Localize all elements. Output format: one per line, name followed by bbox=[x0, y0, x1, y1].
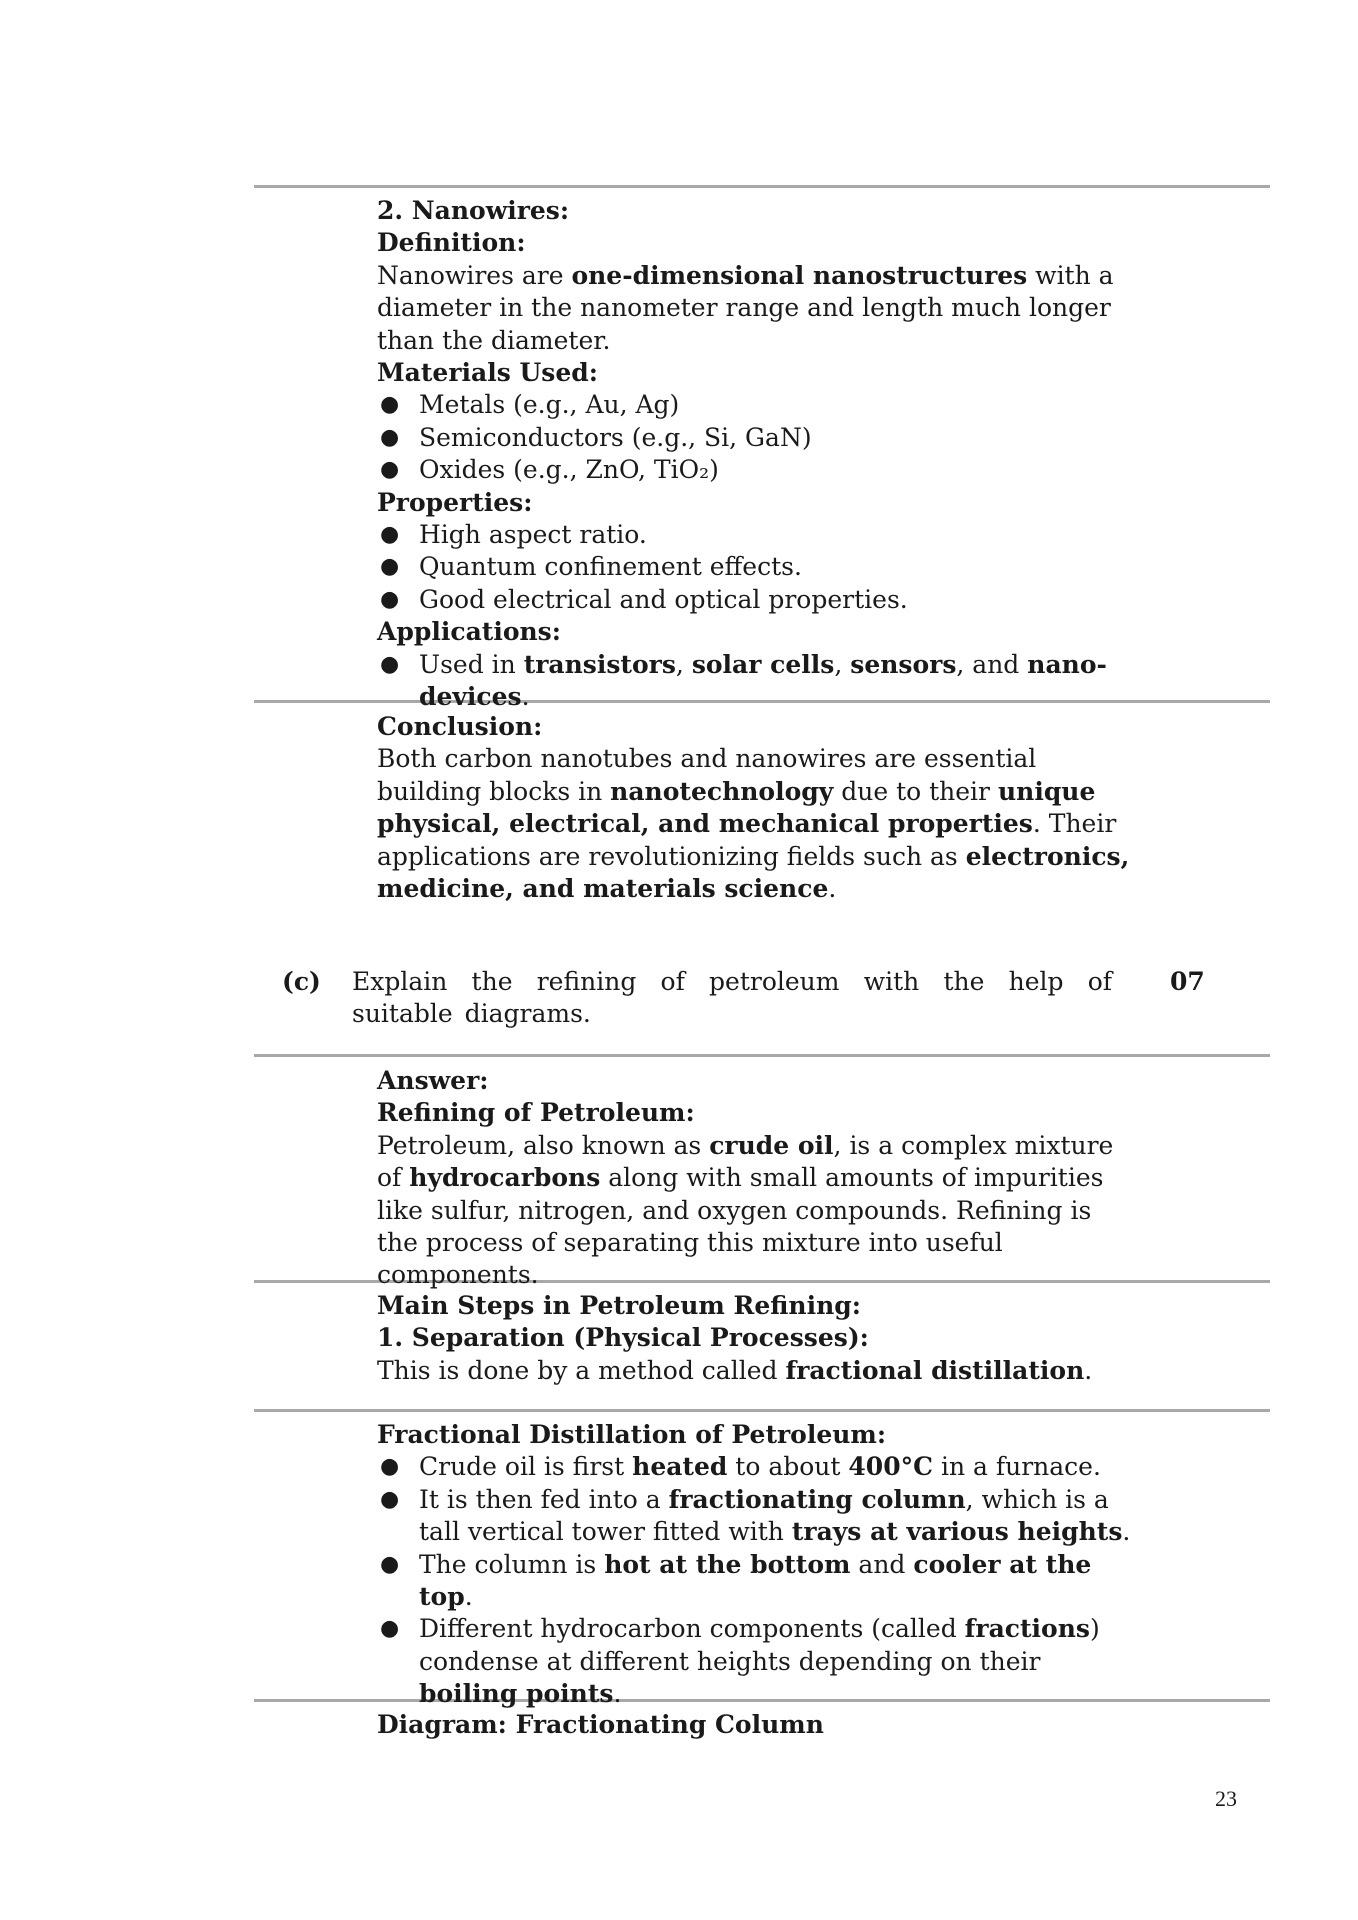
properties-list bbox=[377, 519, 1137, 616]
list-item: ● The column is hot at the bottom and cooler at the top. bbox=[380, 1549, 1092, 1612]
materials-heading: Materials Used: bbox=[377, 358, 598, 388]
applications-list bbox=[377, 649, 1137, 714]
bullet-icon: ● bbox=[380, 522, 400, 548]
separation-text: This is done by a method called fractional distillation. bbox=[377, 1355, 1093, 1385]
answer-section bbox=[377, 1065, 1137, 1292]
bullet-icon: ● bbox=[380, 586, 400, 612]
fractional-list bbox=[377, 1451, 1137, 1710]
conclusion-heading: Conclusion: bbox=[377, 712, 543, 741]
main-steps-heading: Main Steps in Petroleum Refining: bbox=[377, 1291, 861, 1320]
fractional-distillation-section bbox=[377, 1419, 1137, 1711]
list-item: ● Quantum confinement effects. bbox=[377, 551, 1137, 583]
properties-heading: Properties: bbox=[377, 487, 533, 517]
bullet-icon: ● bbox=[380, 1486, 400, 1512]
materials-list bbox=[377, 389, 1137, 486]
diagram-section bbox=[377, 1709, 1137, 1741]
conclusion-section bbox=[377, 711, 1137, 905]
answer-heading: Answer: bbox=[377, 1066, 489, 1095]
fractional-heading: Fractional Distillation of Petroleum: bbox=[377, 1420, 887, 1449]
question-marks: 07 bbox=[1170, 967, 1205, 996]
definition-text: Nanowires are one-dimensional nanostructures with a diameter in the nanometer range and length much longer than the diameter. bbox=[377, 260, 1114, 355]
divider bbox=[254, 185, 1270, 188]
bullet-icon: ● bbox=[380, 554, 400, 580]
question-text: Explain the refining of petroleum with the help of suitable diagrams. bbox=[352, 967, 1112, 1029]
main-steps-section bbox=[377, 1290, 1137, 1387]
separation-heading: 1. Separation (Physical Processes): bbox=[377, 1323, 869, 1353]
list-item: ● Oxides (e.g., ZnO, TiO₂) bbox=[377, 454, 1137, 486]
list-item: ● Metals (e.g., Au, Ag) bbox=[377, 389, 1137, 421]
diagram-heading: Diagram: Fractionating Column bbox=[377, 1710, 824, 1739]
list-item: ● High aspect ratio. bbox=[377, 519, 1137, 551]
definition-heading: Definition: bbox=[377, 228, 526, 258]
list-item: ● Used in transistors, solar cells, sensors, and nano-devices. bbox=[380, 649, 1107, 712]
question-label: (c) bbox=[282, 967, 321, 996]
bullet-icon: ● bbox=[380, 1551, 400, 1577]
answer-subheading: Refining of Petroleum: bbox=[377, 1098, 695, 1128]
nanowires-section bbox=[377, 195, 1137, 714]
answer-text: Petroleum, also known as crude oil, is a complex mixture of hydrocarbons along with small amounts of impurities like sulfur, nitrogen, and oxygen compounds. Refining is the process of separating this mixture into useful components. bbox=[377, 1130, 1114, 1290]
conclusion-text: Both carbon nanotubes and nanowires are essential building blocks in nanotechnology due to their unique physical, electrical, and mechanical properties. Their applications are revolutionizing fields such as electronics, medicine, and materials science. bbox=[377, 744, 1130, 904]
bullet-icon: ● bbox=[380, 1454, 400, 1480]
bullet-icon: ● bbox=[380, 457, 400, 483]
bullet-icon: ● bbox=[380, 392, 400, 418]
divider bbox=[254, 1409, 1270, 1412]
bullet-icon: ● bbox=[380, 1616, 400, 1642]
list-item: ● Semiconductors (e.g., Si, GaN) bbox=[377, 422, 1137, 454]
bullet-icon: ● bbox=[380, 424, 400, 450]
list-item: ● Good electrical and optical properties. bbox=[377, 584, 1137, 616]
list-item: ● Crude oil is first heated to about 400°C in a furnace. bbox=[377, 1451, 1137, 1483]
bullet-icon: ● bbox=[380, 651, 400, 677]
page-number: 23 bbox=[1215, 1786, 1237, 1811]
section-title: 2. Nanowires: bbox=[377, 196, 570, 225]
list-item: ● It is then fed into a fractionating column, which is a tall vertical tower fitted with trays at various heights. bbox=[380, 1484, 1131, 1547]
applications-heading: Applications: bbox=[377, 617, 561, 647]
list-item: ● Different hydrocarbon components (called fractions) condense at different heights depending on their boiling points. bbox=[380, 1614, 1100, 1709]
divider bbox=[254, 1054, 1270, 1057]
